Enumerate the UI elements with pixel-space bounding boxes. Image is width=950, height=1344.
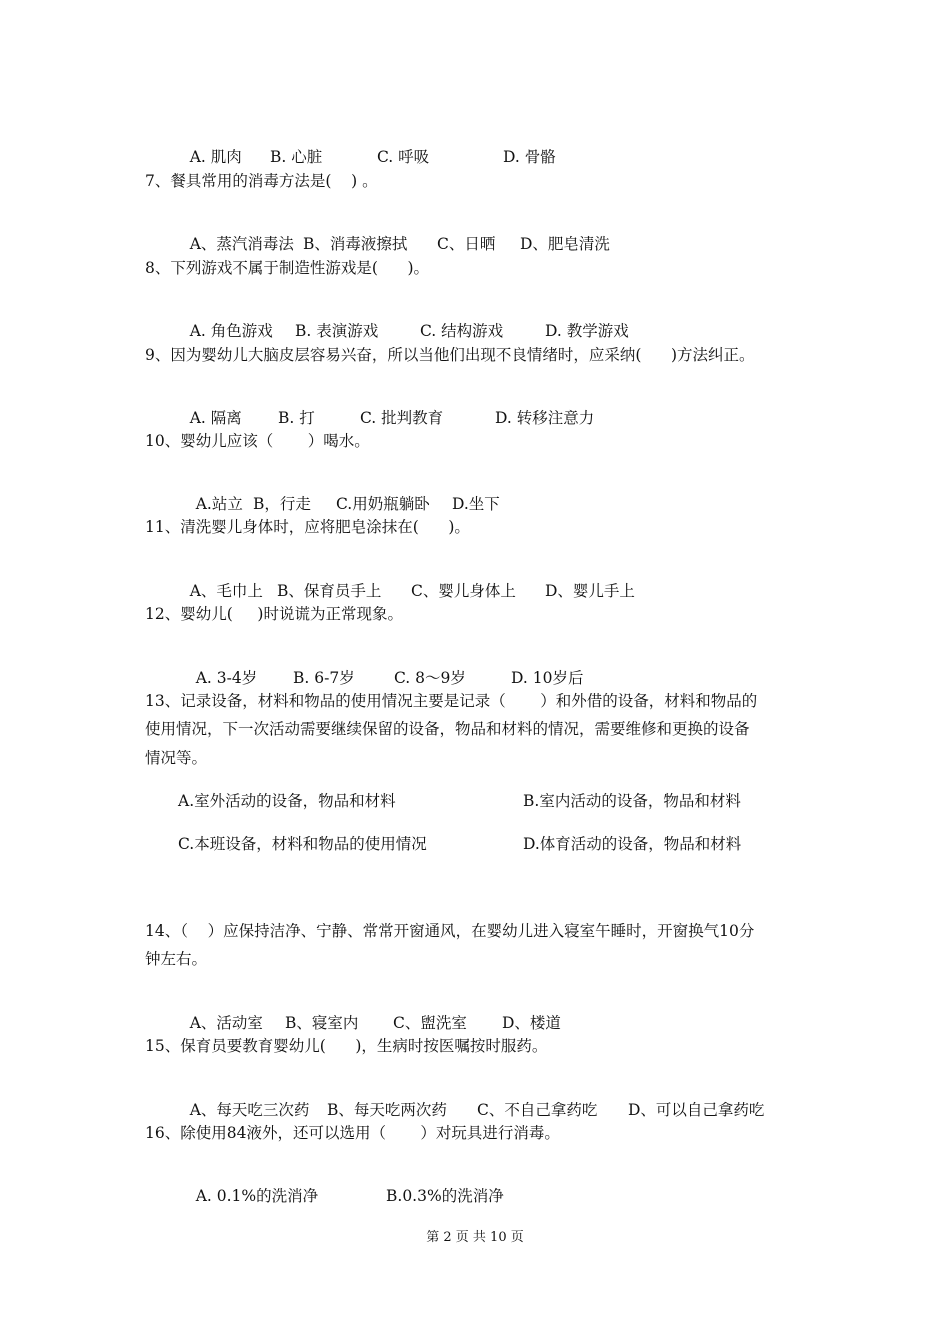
question-15: 15、保育员要教育婴幼儿( )，生病时按医嘱按时服药。 — [145, 1037, 548, 1055]
q13-option-c: C.本班设备，材料和物品的使用情况 — [178, 835, 427, 853]
q13-option-a: A.室外活动的设备，物品和材料 — [178, 792, 396, 810]
q9-option-b: B. 打 — [278, 409, 315, 427]
q10-option-c: C.用奶瓶躺卧 — [336, 495, 430, 513]
q16-options — [176, 1166, 504, 1226]
q6-option-b: B. 心脏 — [270, 148, 323, 166]
question-16: 16、除使用84液外，还可以选用（ ）对玩具进行消毒。 — [145, 1124, 560, 1142]
q9-option-d: D. 转移注意力 — [495, 409, 595, 427]
q15-option-a: A、每天吃三次药 — [189, 1101, 310, 1119]
q12-option-a: A. 3-4岁 — [195, 669, 258, 687]
q15-option-c: C、不自己拿药吃 — [477, 1101, 598, 1119]
question-13-line-3: 情况等。 — [145, 749, 208, 767]
question-9: 9、因为婴幼儿大脑皮层容易兴奋，所以当他们出现不良情绪时，应采纳( )方法纠正。 — [145, 346, 755, 364]
q7-option-d: D、肥皂清洗 — [520, 235, 610, 253]
q9-option-c: C. 批判教育 — [360, 409, 444, 427]
q11-option-b: B、保育员手上 — [277, 582, 382, 600]
q10-option-d: D.坐下 — [452, 495, 500, 513]
q8-option-d: D. 教学游戏 — [545, 322, 629, 340]
question-13-line-1: 13、记录设备，材料和物品的使用情况主要是记录（ ）和外借的设备，材料和物品的 — [145, 692, 758, 710]
q15-option-b: B、每天吃两次药 — [327, 1101, 447, 1119]
q16-option-b: B.0.3%的洗消净 — [386, 1187, 504, 1205]
question-8: 8、下列游戏不属于制造性游戏是( )。 — [145, 259, 430, 277]
question-11: 11、清洗婴儿身体时，应将肥皂涂抹在( )。 — [145, 518, 470, 536]
question-7: 7、餐具常用的消毒方法是( ) 。 — [145, 172, 378, 190]
q7-option-a: A、蒸汽消毒法 — [189, 235, 294, 253]
q12-option-d: D. 10岁后 — [511, 669, 584, 687]
q13-option-b: B.室内活动的设备，物品和材料 — [523, 792, 741, 810]
q14-option-c: C、盥洗室 — [393, 1014, 467, 1032]
q11-option-c: C、婴儿身体上 — [411, 582, 516, 600]
q6-option-a: A. 肌肉 — [189, 148, 242, 166]
q10-option-b: B，行走 — [253, 495, 311, 513]
question-10: 10、婴幼儿应该（ ）喝水。 — [145, 432, 370, 450]
q14-option-b: B、寝室内 — [285, 1014, 359, 1032]
q12-option-b: B. 6-7岁 — [293, 669, 355, 687]
q6-option-d: D. 骨骼 — [503, 148, 556, 166]
q15-option-d: D、可以自己拿药吃 — [628, 1101, 765, 1119]
question-14-line-2: 钟左右。 — [145, 950, 208, 968]
q8-option-a: A. 角色游戏 — [189, 322, 273, 340]
q14-option-d: D、楼道 — [502, 1014, 561, 1032]
question-13-line-2: 使用情况，下一次活动需要继续保留的设备，物品和材料的情况，需要维修和更换的设备 — [145, 720, 750, 738]
question-14-line-1: 14、（ ）应保持洁净、宁静、常常开窗通风，在婴幼儿进入寝室午睡时，开窗换气10分 — [145, 922, 755, 940]
question-12: 12、婴幼儿( )时说谎为正常现象。 — [145, 605, 403, 623]
page-number-footer: 第 2 页 共 10 页 — [426, 1230, 524, 1245]
q16-option-a: A. 0.1%的洗消净 — [195, 1187, 319, 1205]
q12-option-c: C. 8～9岁 — [394, 669, 466, 687]
q11-option-a: A、毛巾上 — [189, 582, 263, 600]
q8-option-c: C. 结构游戏 — [420, 322, 504, 340]
q8-option-b: B. 表演游戏 — [295, 322, 379, 340]
q14-option-a: A、活动室 — [189, 1014, 263, 1032]
q7-option-b: B、消毒液擦拭 — [303, 235, 408, 253]
q11-option-d: D、婴儿手上 — [545, 582, 635, 600]
q9-option-a: A. 隔离 — [189, 409, 242, 427]
q7-option-c: C、日晒 — [437, 235, 496, 253]
q13-option-d: D.体育活动的设备，物品和材料 — [523, 835, 742, 853]
q6-option-c: C. 呼吸 — [377, 148, 430, 166]
q10-option-a: A.站立 — [195, 495, 243, 513]
